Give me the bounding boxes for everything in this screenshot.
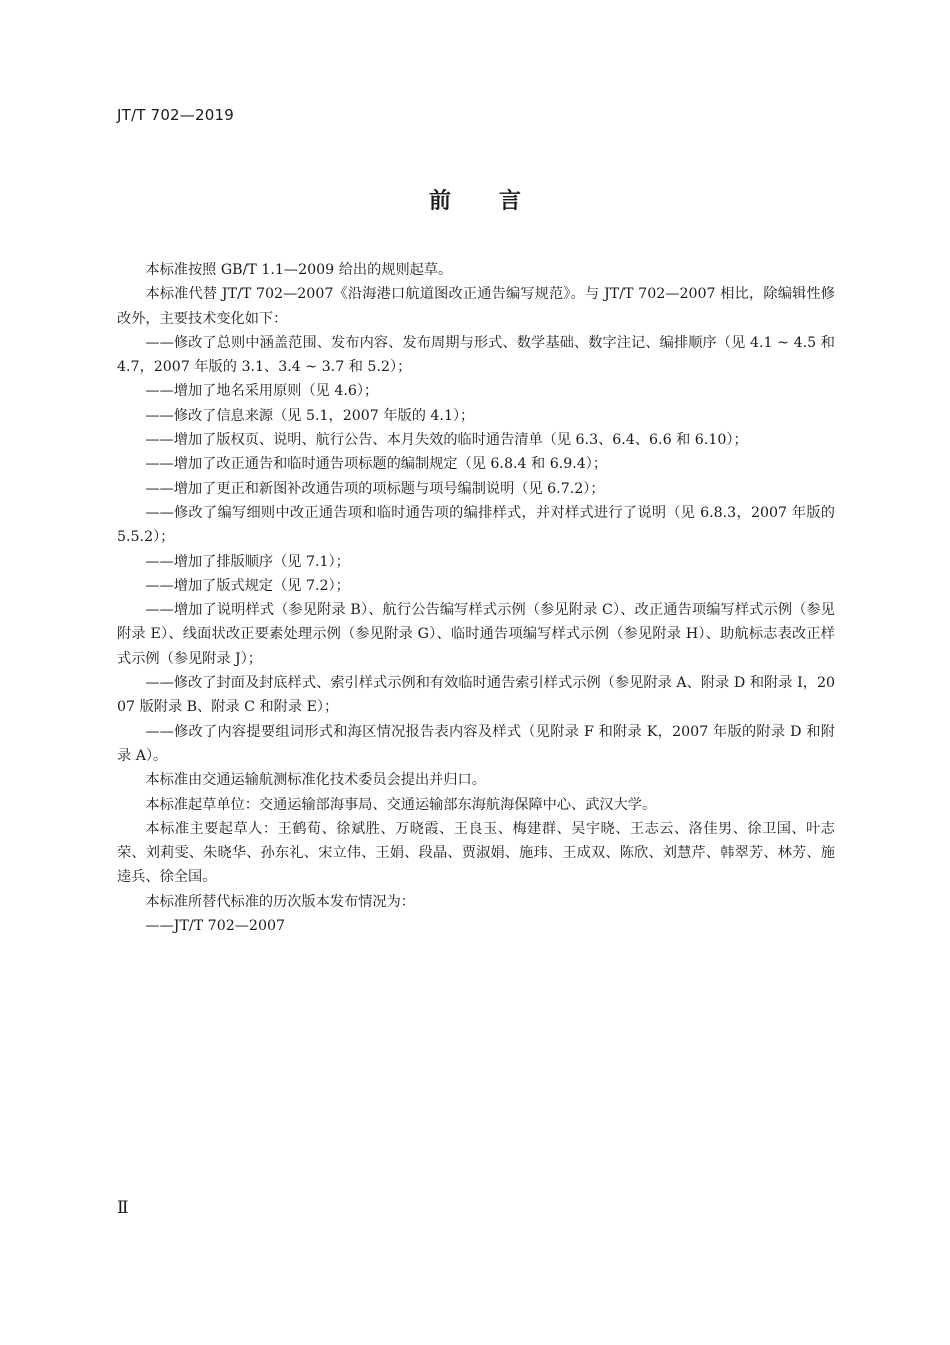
paragraph: 本标准所替代标准的历次版本发布情况为： [145,893,415,910]
paragraph: 本标准由交通运输航测标准化技术委员会提出并归口。 [145,772,486,789]
page-title: 前言 [428,189,569,214]
paragraph: ——增加了更正和新图补改通告项的项标题与项号编制说明（见 6.7.2）； [145,480,605,497]
page-number: Ⅱ [117,1198,129,1218]
paragraph: ——增加了改正通告和临时通告项标题的编制规定（见 6.8.4 和 6.9.4）； [145,456,608,473]
paragraph: 本标准代替 JT/T 702—2007《沿海港口航道图改正通告编写规范》。与 JT/T 702—2007 相比，除编辑性修改外，主要技术变化如下： [117,286,835,327]
paragraph: 本标准主要起草人：王鹤荀、徐斌胜、万晓霞、王良玉、梅建群、吴宇晓、王志云、洛佳男、徐卫国、叶志荣、刘莉雯、朱晓华、孙东礼、宋立伟、王娟、段晶、贾淑娟、施玮、王成双、陈欣、刘慧芹、韩翠芳、林芳、施逵兵、徐全国。 [117,820,835,886]
paragraph: 本标准按照 GB/T 1.1—2009 给出的规则起草。 [145,262,453,278]
paragraph: 本标准起草单位：交通运输部海事局、交通运输部东海航海保障中心、武汉大学。 [145,796,657,813]
paragraph: ——增加了排版顺序（见 7.1）； [145,553,350,570]
paragraph: ——修改了封面及封底样式、索引样式示例和有效临时通告索引样式示例（参见附录 A、附录 D 和附录 I，2007 版附录 B、附录 C 和附录 E）； [117,675,835,716]
paragraph: ——修改了总则中涵盖范围、发布内容、发布周期与形式、数学基础、数字注记、编排顺序（见 4.1 ~ 4.5 和 4.7，2007 年版的 3.1、3.4 ~ 3.7 和 5.2）； [117,334,835,376]
foreword-body [117,258,835,938]
paragraph: ——修改了信息来源（见 5.1，2007 年版的 4.1）； [145,407,475,424]
standard-code: JT/T 702—2019 [117,106,234,124]
paragraph: ——增加了地名采用原则（见 4.6）； [145,383,379,400]
paragraph: ——增加了版权页、说明、航行公告、本月失效的临时通告清单（见 6.3、6.4、6.6 和 6.10）； [145,432,748,449]
paragraph: ——增加了版式规定（见 7.2）； [145,577,350,594]
paragraph: ——增加了说明样式（参见附录 B）、航行公告编写样式示例（参见附录 C）、改正通告项编写样式示例（参见附录 E）、线面状改正要素处理示例（参见附录 G）、临时通告项编写样式示例（参见附录 H）、助航标志表改正样式示例（参见附录 J）； [117,602,835,667]
paragraph: ——JT/T 702—2007 [145,918,286,935]
paragraph: ——修改了内容提要组词形式和海区情况报告表内容及样式（见附录 F 和附录 K，2007 年版的附录 D 和附录 A）。 [117,723,835,764]
paragraph: ——修改了编写细则中改正通告项和临时通告项的编排样式，并对样式进行了说明（见 6.8.3，2007 年版的 5.5.2）； [117,504,835,546]
